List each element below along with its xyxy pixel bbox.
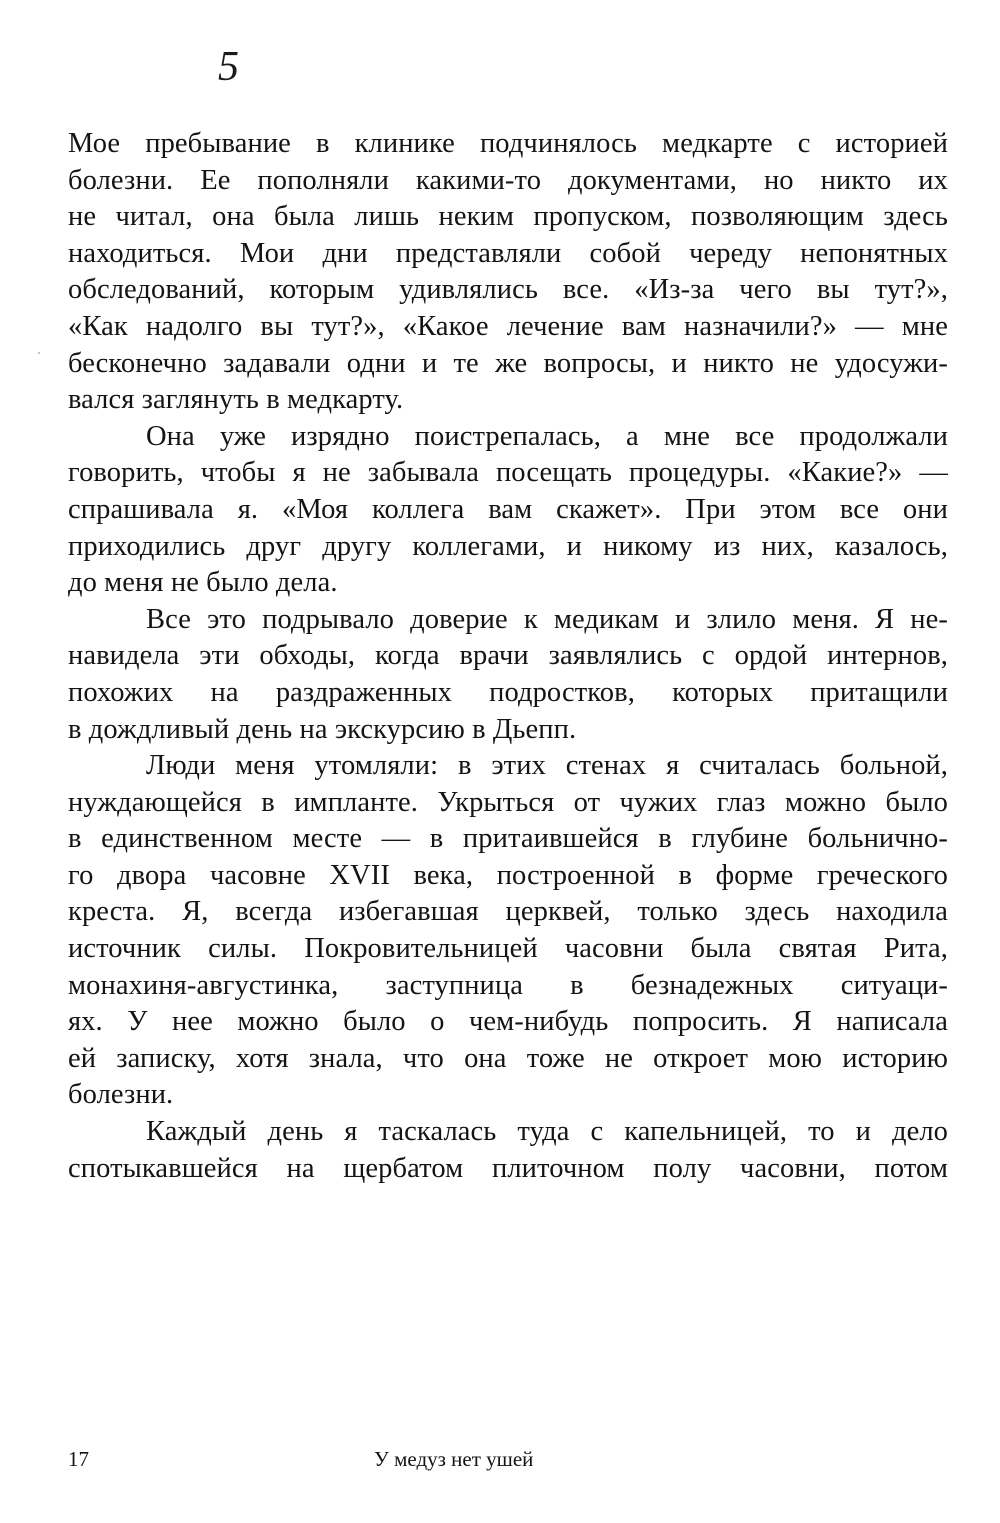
text-line: го двора часовне XVII века, построенной в форме греческого bbox=[68, 859, 948, 891]
paragraph bbox=[68, 1114, 948, 1187]
text-line: болезни. bbox=[68, 1079, 174, 1111]
running-title: У медуз нет ушей bbox=[374, 1447, 534, 1471]
text-line: находиться. Мои дни представляли собой череду непонятных bbox=[68, 237, 948, 269]
text-line: источник силы. Покровительницей часовни была святая Рита, bbox=[68, 933, 948, 965]
body-text bbox=[68, 126, 948, 1187]
text-line: до меня не было дела. bbox=[68, 567, 338, 599]
paragraph bbox=[68, 419, 948, 602]
text-line: Мое пребывание в клинике подчинялось медкарте с историей bbox=[68, 128, 948, 159]
text-line: Она уже изрядно поистрепалась, а мне все продолжали bbox=[146, 420, 948, 452]
text-line: Все это подрывало доверие к медикам и злило меня. Я не- bbox=[146, 603, 948, 635]
text-line: в дождливый день на экскурсию в Дьепп. bbox=[68, 713, 577, 745]
text-line: спотыкавшейся на щербатом плиточном полу часовни, потом bbox=[68, 1152, 948, 1184]
text-line: бесконечно задавали одни и те же вопросы, и никто не удосужи- bbox=[68, 347, 948, 379]
paragraph bbox=[68, 748, 948, 1114]
paragraph bbox=[68, 126, 948, 419]
text-line: «Как надолго вы тут?», «Какое лечение вам назначили?» — мне bbox=[68, 310, 948, 342]
text-line: обследований, которым удивлялись все. «Из-за чего вы тут?», bbox=[68, 274, 948, 306]
paragraph bbox=[68, 602, 948, 748]
text-line: нуждающейся в импланте. Укрыться от чужих глаз можно было bbox=[68, 786, 948, 818]
text-line: ей записку, хотя знала, что она тоже не откроет мою историю bbox=[68, 1042, 948, 1074]
text-line: Люди меня утомляли: в этих стенах я считалась больной, bbox=[146, 750, 948, 782]
text-line: болезни. Ее пополняли какими-то документами, но никто их bbox=[68, 164, 948, 196]
text-line: похожих на раздраженных подростков, которых притащили bbox=[68, 676, 948, 708]
print-speck bbox=[38, 352, 40, 354]
text-line: спрашивала я. «Моя коллега вам скажет». При этом все они bbox=[68, 493, 948, 525]
text-line: приходились друг другу коллегами, и никому из них, казалось, bbox=[68, 530, 948, 562]
page-number: 17 bbox=[68, 1447, 89, 1471]
text-line: в единственном месте — в притаившейся в глубине больнично- bbox=[68, 823, 948, 855]
text-line: ях. У нее можно было о чем-нибудь попросить. Я написала bbox=[68, 1006, 948, 1038]
text-line: говорить, чтобы я не забывала посещать процедуры. «Какие?» — bbox=[68, 457, 948, 489]
text-line: не читал, она была лишь неким пропуском, позволяющим здесь bbox=[68, 201, 948, 233]
text-line: вался заглянуть в медкарту. bbox=[68, 384, 404, 416]
text-line: монахиня-августинка, заступница в безнадежных ситуаци- bbox=[68, 969, 948, 1001]
text-line: навидела эти обходы, когда врачи заявлялись с ордой интернов, bbox=[68, 640, 948, 672]
text-line: креста. Я, всегда избегавшая церквей, только здесь находила bbox=[68, 896, 948, 928]
text-line: Каждый день я таскалась туда с капельницей, то и дело bbox=[146, 1116, 948, 1148]
chapter-number: 5 bbox=[218, 44, 239, 90]
page-footer bbox=[0, 1444, 1000, 1474]
